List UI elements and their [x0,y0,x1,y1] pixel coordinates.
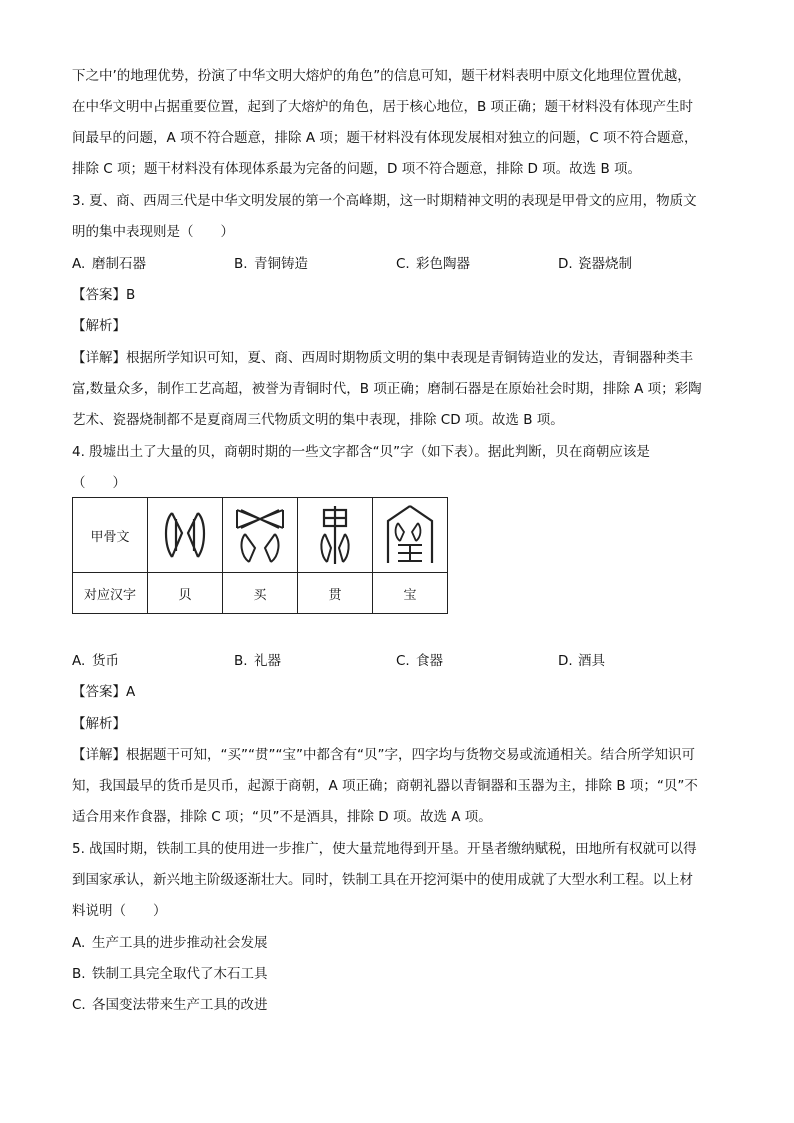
option-d: D. 酒具 [558,653,605,669]
text-line: 间最早的问题，A 项不符合题意，排除 A 项；题干材料没有体现发展相对独立的问题，C 项不符合题意， [72,130,698,146]
question-5-stem: 5. 战国时期，铁制工具的使用进一步推广，使大量荒地得到开垦。开垦者缴纳赋税，田地所有权就可以得 [72,841,697,857]
option-c: C. 食器 [396,653,443,669]
table-cell-char: 贝 [148,573,223,614]
question-4-stem: （ ） [72,475,126,491]
question-4-stem: 4. 殷墟出土了大量的贝，商朝时期的一些文字都含“贝”字（如下表）。据此判断，贝在商朝应该是 [72,444,650,460]
table-header-oracle: 甲骨文 [73,498,148,573]
question-5-stem: 到国家承认，新兴地主阶级逐渐壮大。同时，铁制工具在开挖河渠中的使用成就了大型水利工程。以上材 [72,872,693,888]
text-line: 在中华文明中占据重要位置，起到了大熔炉的角色，居于核心地位，B 项正确；题干材料没有体现产生时 [72,99,694,115]
question-3-options [72,255,722,273]
oracle-mai-icon [223,498,298,573]
table-cell-char: 买 [223,573,298,614]
option-a: A. 货币 [72,653,119,669]
detail-text: 【详解】根据所学知识可知，夏、商、西周时期物质文明的集中表现是青铜铸造业的发达，青铜器种类丰 [72,350,693,366]
oracle-bei-icon [148,498,223,573]
question-3-stem: 3. 夏、商、西周三代是中华文明发展的第一个高峰期，这一时期精神文明的表现是甲骨文的应用，物质文 [72,193,697,209]
detail-text: 适合用来作食器，排除 C 项；“贝”不是酒具，排除 D 项。故选 A 项。 [72,809,492,825]
oracle-bao-icon [373,498,448,573]
question-3-stem: 明的集中表现则是（ ） [72,224,234,240]
answer-label: 【答案】B [72,287,136,303]
oracle-guan-icon [298,498,373,573]
table-cell-char: 宝 [373,573,448,614]
analysis-label: 【解析】 [72,716,126,732]
detail-text: 富,数量众多，制作工艺高超，被誉为青铜时代，B 项正确；磨制石器是在原始社会时期，排除 A 项；彩陶 [72,381,702,397]
oracle-bone-table [72,497,448,614]
option-b: B. 青铜铸造 [234,256,308,272]
detail-text: 【详解】根据题干可知，“买”“贯”“宝”中都含有“贝”字，四字均与货物交易或流通相关。结合所学知识可 [72,747,695,763]
option-b: B. 礼器 [234,653,281,669]
table-cell-char: 贯 [298,573,373,614]
analysis-label: 【解析】 [72,318,126,334]
answer-label: 【答案】A [72,684,136,700]
option-b: B. 铁制工具完全取代了木石工具 [72,966,268,982]
option-a: A. 生产工具的进步推动社会发展 [72,935,268,951]
question-4-options [72,652,722,670]
option-a: A. 磨制石器 [72,256,146,272]
text-line: 排除 C 项；题干材料没有体现体系最为完备的问题，D 项不符合题意，排除 D 项。故选 B 项。 [72,161,642,177]
option-c: C. 彩色陶器 [396,256,470,272]
detail-text: 知，我国最早的货币是贝币，起源于商朝，A 项正确；商朝礼器以青铜器和玉器为主，排除 B 项；“贝”不 [72,778,698,794]
text-line: 下之中’的地理优势，扮演了中华文明大熔炉的角色”的信息可知，题干材料表明中原文化地理位置优越， [72,68,691,84]
option-d: D. 瓷器烧制 [558,256,632,272]
detail-text: 艺术、瓷器烧制都不是夏商周三代物质文明的集中表现，排除 CD 项。故选 B 项。 [72,412,564,428]
option-c: C. 各国变法带来生产工具的改进 [72,997,268,1013]
table-header-chinese: 对应汉字 [73,573,148,614]
question-5-stem: 料说明（ ） [72,903,167,919]
